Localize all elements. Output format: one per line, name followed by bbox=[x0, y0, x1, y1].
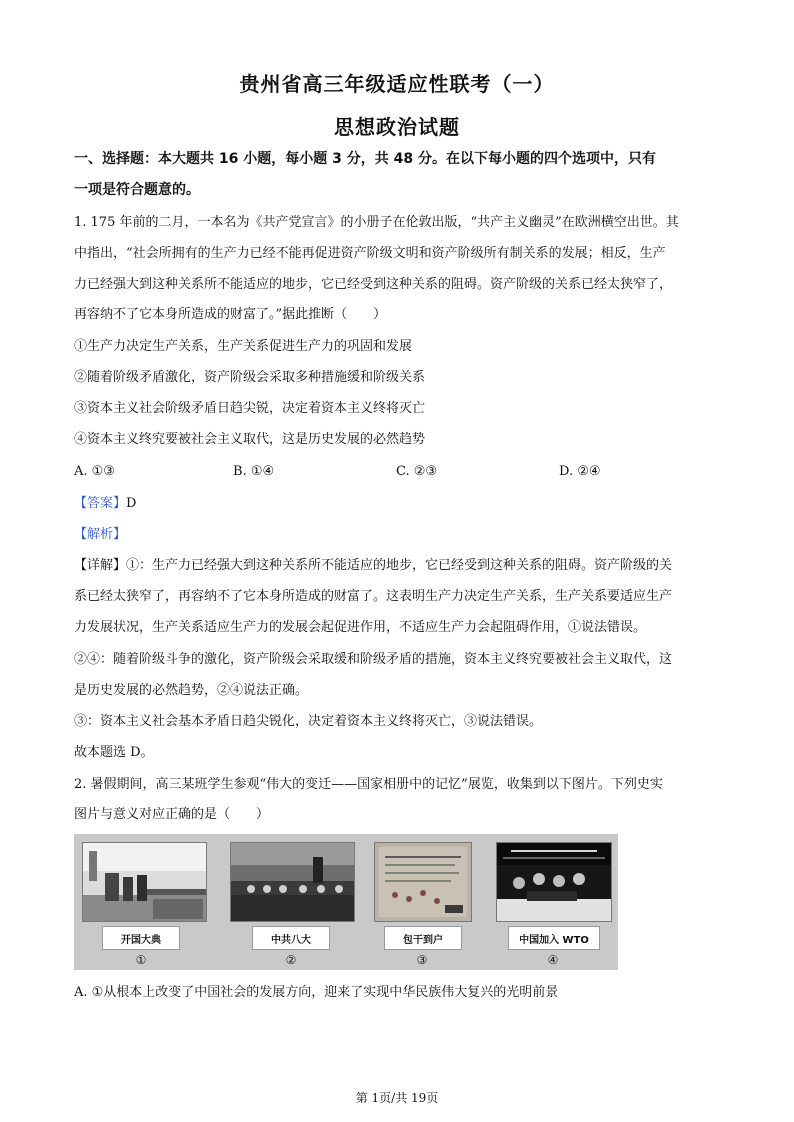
caption-household-contract: 包干到户 bbox=[384, 926, 462, 950]
detail-text: ①：生产力已经强大到这种关系所不能适应的地步，它已经受到这种关系的阻碍。资产阶级的关 bbox=[126, 558, 673, 573]
q1-detail-line bbox=[74, 557, 726, 575]
q1-stem-line: 1. 175 年前的二月，一本名为《共产党宣言》的小册子在伦敦出版，“共产主义幽灵”在欧洲横空出世。其 bbox=[74, 215, 679, 230]
figure-number: ① bbox=[135, 953, 147, 967]
figure-number: ④ bbox=[547, 953, 559, 967]
photo-wto-accession bbox=[496, 842, 612, 922]
q1-detail-line: ②④：随着阶级斗争的激化，资产阶级会采取缓和阶级矛盾的措施，资本主义终究要被社会主义取代，这 bbox=[74, 652, 673, 667]
detail-label: 【详解】 bbox=[74, 558, 127, 573]
q1-statement: ④资本主义终究要被社会主义取代，这是历史发展的必然趋势 bbox=[74, 432, 426, 447]
q1-statement: ①生产力决定生产关系，生产关系促进生产力的巩固和发展 bbox=[74, 339, 413, 354]
photo-contract-document bbox=[374, 842, 472, 922]
q1-detail-line: 故本题选 D。 bbox=[74, 745, 154, 760]
exam-title: 贵州省高三年级适应性联考（一） bbox=[239, 72, 555, 96]
history-photo-figure bbox=[74, 834, 618, 970]
photo-eighth-congress bbox=[230, 842, 355, 922]
q1-option-b: B. ①④ bbox=[233, 464, 275, 479]
q1-stem-line: 再容纳不了它本身所造成的财富了。”据此推断（ ） bbox=[74, 307, 387, 322]
q1-option-c: C. ②③ bbox=[396, 464, 438, 479]
q1-detail-line: 系已经太狭窄了，再容纳不了它本身所造成的财富了。这表明生产力决定生产关系，生产关系要适应生产 bbox=[74, 589, 673, 604]
caption-founding-ceremony: 开国大典 bbox=[102, 926, 180, 950]
q2-option-a: A. ①从根本上改变了中国社会的发展方向，迎来了实现中华民族伟大复兴的光明前景 bbox=[74, 985, 559, 1000]
caption-wto: 中国加入 WTO bbox=[508, 926, 600, 950]
q1-answer bbox=[74, 495, 726, 513]
q2-stem-line: 2. 暑假期间，高三某班学生参观“伟大的变迁——国家相册中的记忆”展览，收集到以下图片。下列史实 bbox=[74, 777, 663, 792]
q1-statement: ②随着阶级矛盾激化，资产阶级会采取多种措施缓和阶级关系 bbox=[74, 370, 426, 385]
answer-value: D bbox=[126, 496, 137, 511]
q1-stem-line: 力已经强大到这种关系所不能适应的地步，它已经受到这种关系的阻碍。资产阶级的关系已经太狭窄了， bbox=[74, 277, 673, 292]
q1-statement: ③资本主义社会阶级矛盾日趋尖锐，决定着资本主义终将灭亡 bbox=[74, 401, 426, 416]
figure-number: ② bbox=[285, 953, 297, 967]
page-footer: 第 1页/共 19页 bbox=[355, 1091, 439, 1105]
q1-option-a: A. ①③ bbox=[74, 464, 115, 479]
caption-eighth-congress: 中共八大 bbox=[252, 926, 330, 950]
q1-stem-line: 中指出，“社会所拥有的生产力已经不能再促进资产阶级文明和资产阶级所有制关系的发展；相反，生产 bbox=[74, 246, 666, 261]
analysis-label: 【解析】 bbox=[74, 527, 127, 542]
figure-number: ③ bbox=[416, 953, 428, 967]
photo-founding-ceremony bbox=[82, 842, 207, 922]
section-heading-line-2: 一项是符合题意的。 bbox=[74, 182, 200, 198]
q1-option-d: D. ②④ bbox=[559, 464, 601, 479]
exam-subtitle: 思想政治试题 bbox=[334, 115, 460, 139]
section-heading-line-1: 一、选择题：本大题共 16 小题，每小题 3 分，共 48 分。在以下每小题的四个选项中，只有 bbox=[74, 151, 656, 167]
answer-label: 【答案】 bbox=[74, 496, 127, 511]
q1-detail-line: 是历史发展的必然趋势，②④说法正确。 bbox=[74, 683, 309, 698]
q2-stem-line: 图片与意义对应正确的是（ ） bbox=[74, 807, 270, 822]
q1-detail-line: 力发展状况，生产关系适应生产力的发展会起促进作用，不适应生产力会起阻碍作用，①说法错误。 bbox=[74, 620, 647, 635]
q1-detail-line: ③：资本主义社会基本矛盾日趋尖锐化，决定着资本主义终将灭亡，③说法错误。 bbox=[74, 714, 543, 729]
